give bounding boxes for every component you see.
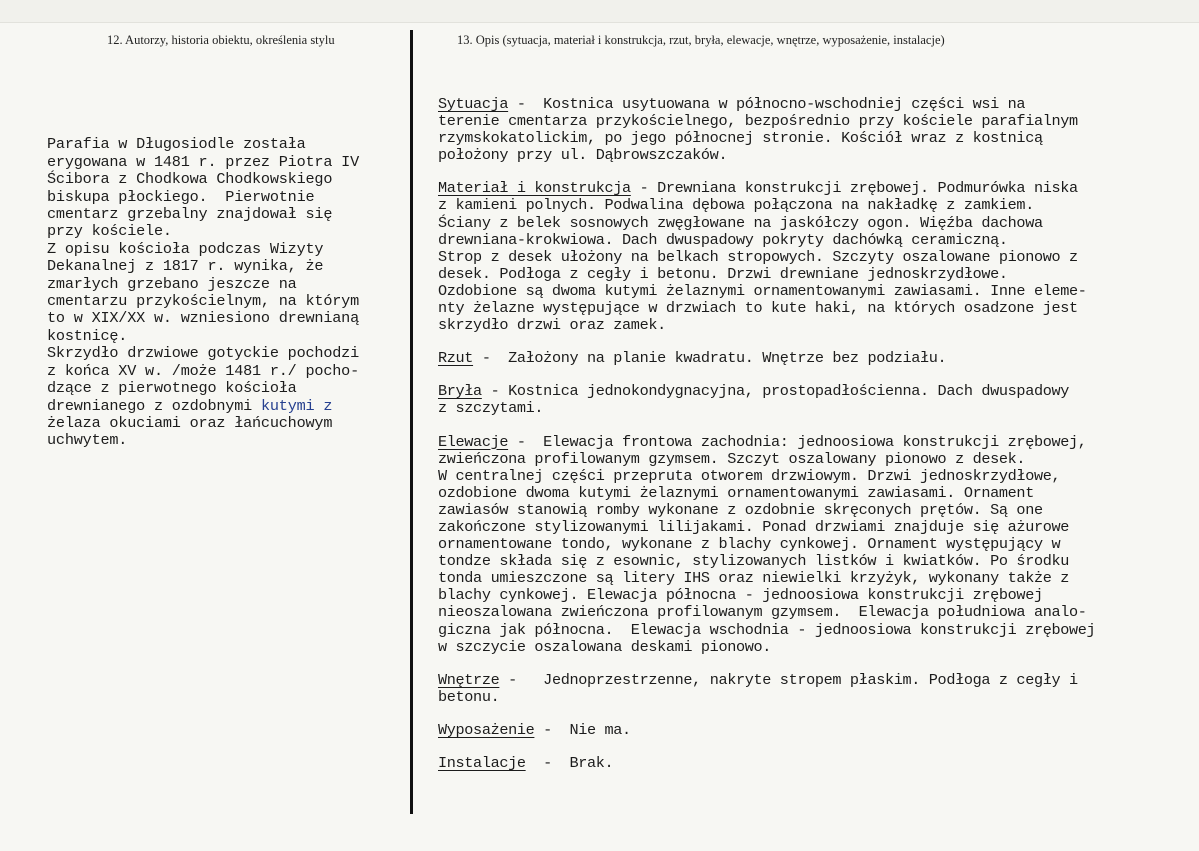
history-line: cmentarzu przykościelnym, na którym [47, 292, 359, 311]
section-first-line [438, 180, 1198, 197]
history-line: uchwytem. [47, 431, 128, 450]
history-line: z końca XV w. /może 1481 r./ pocho- [47, 361, 359, 380]
section-line: - Drewniana konstrukcji zrębowej. Podmurówka niska [630, 179, 1078, 198]
section-first-line [438, 755, 1198, 772]
overtyped-words: kutymi z [260, 396, 333, 415]
history-line: dzące z pierwotnego kościoła [47, 379, 297, 398]
section-heading: Rzut [438, 349, 474, 368]
section-line: terenie cmentarza przykościelnego, bezpośrednio przy kościele parafialnym [438, 112, 1078, 131]
section-heading: Materiał i konstrukcja [438, 179, 631, 198]
description-text [438, 96, 1198, 788]
history-line-text: drewnianego z ozdobnymi [47, 396, 253, 415]
section-line: - Założony na planie kwadratu. Wnętrze bez podziału. [473, 349, 947, 368]
section-line: - Nie ma. [534, 720, 631, 739]
section-line: giczna jak północna. Elewacja wschodnia - jednoosiowa konstrukcji zrębowej [438, 620, 1096, 639]
section-first-line [438, 434, 1198, 451]
section-line: drewniana-krokwiowa. Dach dwuspadowy pokryty dachówką ceramiczną. [438, 230, 1008, 249]
section-wyposazenie [438, 722, 1198, 739]
section-line: z szczytami. [438, 399, 544, 418]
section-material [438, 180, 1198, 334]
section-heading: Wnętrze [438, 670, 500, 689]
section-line: zakończone stylizowanymi lilijakami. Ponad drzwiami znajduje się ażurowe [438, 517, 1070, 536]
section-line: - Kostnica usytuowana w północno-wschodniej części wsi na [508, 95, 1026, 113]
section-line: - Jednoprzestrzenne, nakryte stropem płaskim. Podłoga z cegły i [499, 670, 1078, 689]
history-line: zmarłych grzebano jeszcze na [47, 274, 297, 293]
history-line: żelaza okuciami oraz łańcuchowym [47, 413, 333, 432]
history-text [47, 119, 407, 467]
history-line: przy kościele. [47, 222, 172, 241]
section-line: Ozdobione są dwoma kutymi żelaznymi ornamentowanymi zawiasami. Inne eleme- [438, 281, 1087, 300]
section-line: zwieńczona profilowanym gzymsem. Szczyt oszalowany pionowo z desek. [438, 449, 1026, 468]
section-first-line [438, 96, 1198, 113]
section-line: tondze składa się z esownic, stylizowanych listków i kwiatków. Po środku [438, 552, 1070, 571]
section-heading: Bryła [438, 382, 482, 401]
header-field-13: 13. Opis (sytuacja, materiał i konstrukcja, rzut, bryła, elewacje, wnętrze, wyposażenie, instalacje) [457, 33, 945, 47]
section-line: z kamieni polnych. Podwalina dębowa połączona na nakładkę z zamkiem. [438, 196, 1034, 215]
section-wnetrze [438, 672, 1198, 706]
section-heading: Elewacje [438, 432, 509, 451]
section-elewacje [438, 434, 1198, 656]
section-line: ornamentowane tondo, wykonane z blachy cynkowej. Ornament występujący w [438, 535, 1061, 554]
section-first-line [438, 672, 1198, 689]
section-line: skrzydło drzwi oraz zamek. [438, 316, 666, 335]
history-line: Z opisu kościoła podczas Wizyty [47, 239, 324, 258]
section-line: nieoszalowana zwieńczona profilowanym gzymsem. Elewacja południowa analo- [438, 603, 1087, 622]
header-field-12: 12. Autorzy, historia obiektu, określenia stylu [107, 33, 335, 47]
history-line: Skrzydło drzwiowe gotyckie pochodzi [47, 344, 359, 363]
section-line: - Elewacja frontowa zachodnia: jednoosiowa konstrukcji zrębowej, [508, 432, 1087, 451]
section-heading: Wyposażenie [438, 720, 535, 739]
section-line: w szczycie oszalowana deskami pionowo. [438, 637, 772, 656]
history-line: Dekanalnej z 1817 r. wynika, że [47, 257, 324, 276]
history-line: erygowana w 1481 r. przez Piotra IV [47, 152, 359, 171]
section-instalacje [438, 755, 1198, 772]
history-line: biskupa płockiego. Pierwotnie [47, 187, 315, 206]
history-line-overtyped [47, 398, 407, 415]
section-line: Strop z desek ułożony na belkach stropowych. Szczyty oszalowane pionowo z [438, 247, 1078, 266]
section-first-line [438, 350, 1198, 367]
section-line: - Brak. [525, 754, 614, 772]
history-line: Ścibora z Chodkowa Chodkowskiego [47, 170, 333, 189]
page-top-edge [0, 0, 1199, 23]
section-line: betonu. [438, 687, 500, 706]
section-line: - Kostnica jednokondygnacyjna, prostopadłościenna. Dach dwuspadowy [481, 382, 1070, 401]
section-line: blachy cynkowej. Elewacja północna - jednoosiowa konstrukcji zrębowej [438, 586, 1043, 605]
section-heading: Instalacje [438, 754, 526, 772]
section-line: Ściany z belek sosnowych zwęgłowane na jaskółczy ogon. Więźba dachowa [438, 213, 1043, 232]
section-line: zawiasów stanowią romby wykonane z ozdobnie skręconych prętów. Są one [438, 500, 1043, 519]
history-line: kostnicę. [47, 326, 128, 345]
section-line: położony przy ul. Dąbrowszczaków. [438, 146, 728, 165]
section-line: W centralnej części przepruta otworem drzwiowym. Drzwi jednoskrzydłowe, [438, 466, 1061, 485]
history-line: cmentarz grzebalny znajdował się [47, 205, 333, 224]
section-line: ozdobione dwoma kutymi żelaznymi ornamentowanymi zawiasami. Ornament [438, 483, 1034, 502]
section-line: nty żelazne występujące w drzwiach to kute haki, na których osadzone jest [438, 299, 1078, 318]
history-line: Parafia w Długosiodle została [47, 135, 306, 154]
section-line: tonda umieszczone są litery IHS oraz niewielki krzyżyk, wykonany także z [438, 569, 1070, 588]
section-line: desek. Podłoga z cegły i betonu. Drzwi drewniane jednoskrzydłowe. [438, 264, 1008, 283]
section-first-line [438, 383, 1198, 400]
column-divider [410, 30, 413, 814]
section-line: rzymskokatolickim, po jego północnej stronie. Kościół wraz z kostnicą [438, 129, 1043, 148]
section-first-line [438, 722, 1198, 739]
section-rzut [438, 350, 1198, 367]
history-line: to w XIX/XX w. wzniesiono drewnianą [47, 309, 359, 328]
section-bryla [438, 383, 1198, 417]
section-heading: Sytuacja [438, 95, 509, 113]
section-sytuacja [438, 96, 1198, 164]
